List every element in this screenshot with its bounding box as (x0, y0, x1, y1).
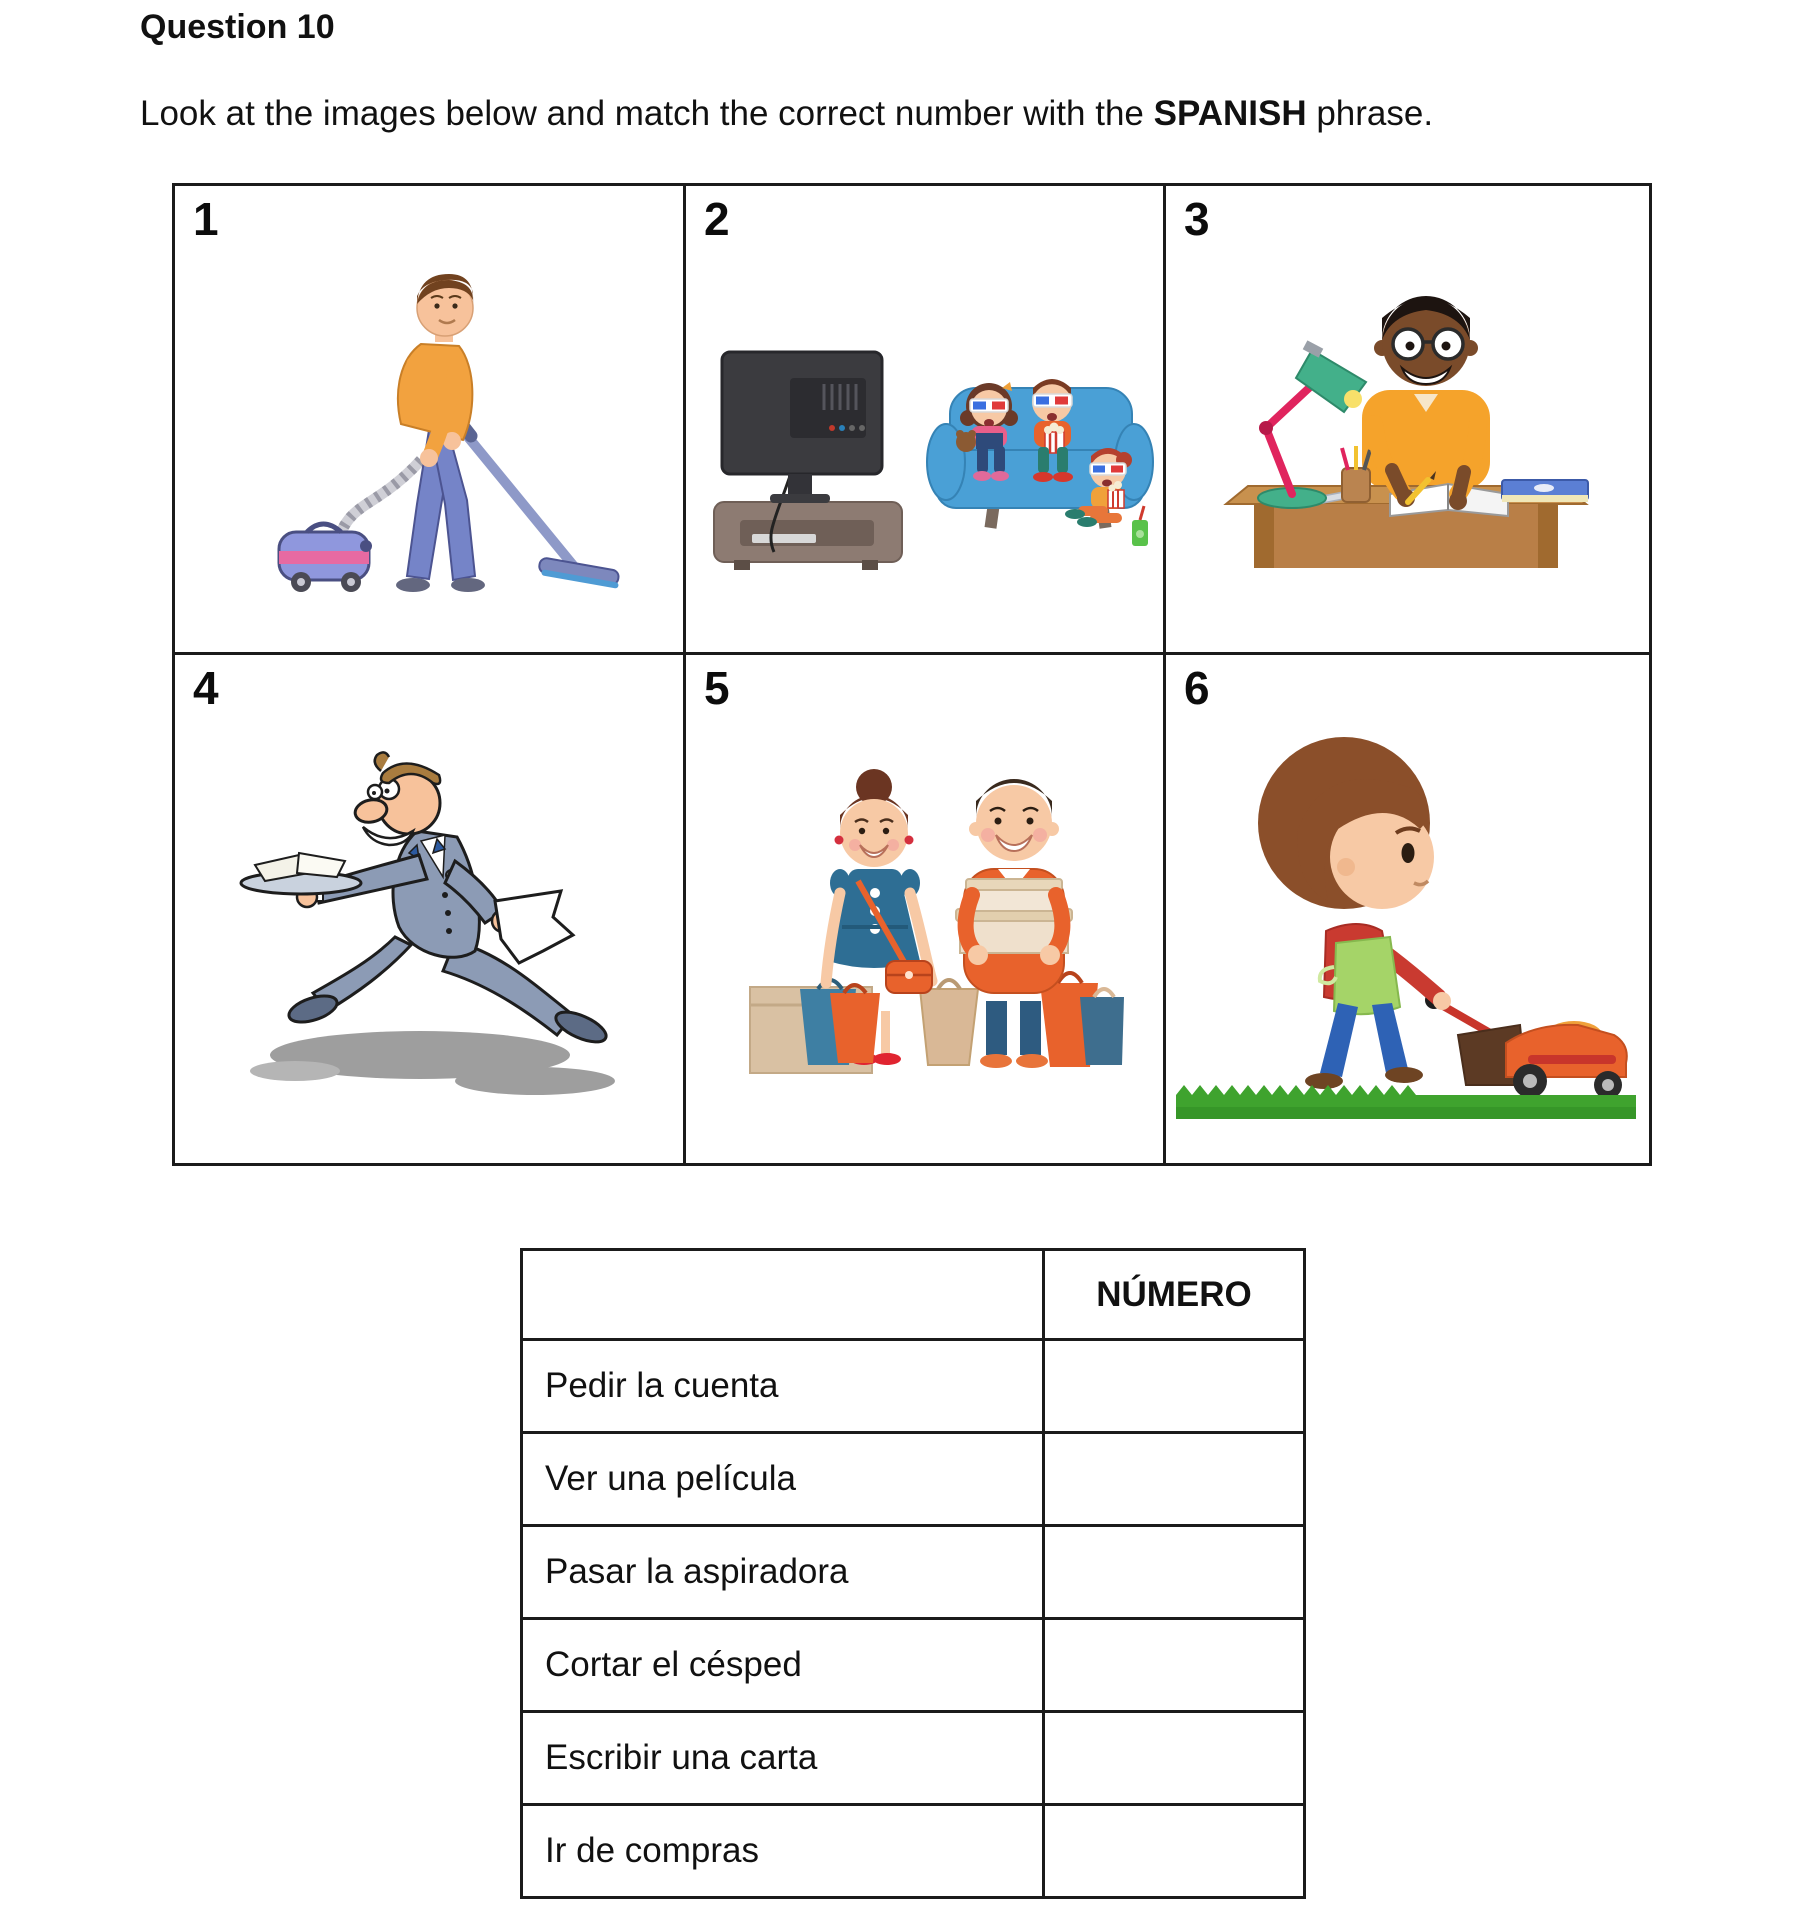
waiter-running-illustration (205, 725, 645, 1115)
cell-number-4: 4 (193, 662, 219, 714)
children-watching-movie-illustration (694, 294, 1158, 594)
grid-cell-1 (175, 186, 686, 655)
instruction-prefix: Look at the images below and match the correct number with the (140, 94, 1154, 133)
table-row (522, 1526, 1305, 1619)
match-table (520, 1248, 1306, 1899)
phrase-escribir-una-carta: Escribir una carta (522, 1712, 1044, 1805)
table-row (522, 1805, 1305, 1898)
image-grid (172, 183, 1652, 1166)
numero-answer-cell-3[interactable] (1044, 1526, 1305, 1619)
instruction-suffix: phrase. (1306, 94, 1434, 133)
phrase-ir-de-compras: Ir de compras (522, 1805, 1044, 1898)
grid-cell-5 (686, 655, 1166, 1163)
table-row (522, 1433, 1305, 1526)
numero-answer-cell-6[interactable] (1044, 1805, 1305, 1898)
cell-number-5: 5 (704, 662, 730, 714)
numero-answer-cell-5[interactable] (1044, 1712, 1305, 1805)
question-title: Question 10 (140, 8, 335, 46)
numero-answer-cell-4[interactable] (1044, 1619, 1305, 1712)
table-row (522, 1712, 1305, 1805)
man-vacuuming-illustration (223, 248, 643, 608)
phrase-ver-una-pelicula: Ver una película (522, 1433, 1044, 1526)
boy-mowing-lawn-illustration (1176, 705, 1636, 1135)
phrase-cortar-el-cesped: Cortar el césped (522, 1619, 1044, 1712)
boy-writing-at-desk-illustration (1196, 256, 1616, 596)
numero-answer-cell-2[interactable] (1044, 1433, 1305, 1526)
cell-number-1: 1 (193, 193, 219, 245)
numero-answer-cell-1[interactable] (1044, 1340, 1305, 1433)
instruction-text (140, 92, 1433, 136)
cell-number-6: 6 (1184, 662, 1210, 714)
grid-cell-3 (1166, 186, 1649, 655)
table-header-phrase-cell (522, 1250, 1044, 1340)
cell-number-2: 2 (704, 193, 730, 245)
grid-cell-4 (175, 655, 686, 1163)
table-row (522, 1619, 1305, 1712)
numero-column-header: NÚMERO (1044, 1250, 1305, 1340)
phrase-pasar-la-aspiradora: Pasar la aspiradora (522, 1526, 1044, 1619)
instruction-bold-word: SPANISH (1153, 94, 1307, 133)
couple-shopping-illustration (724, 721, 1124, 1111)
grid-cell-2 (686, 186, 1166, 655)
grid-cell-6 (1166, 655, 1649, 1163)
cell-number-3: 3 (1184, 193, 1210, 245)
phrase-pedir-la-cuenta: Pedir la cuenta (522, 1340, 1044, 1433)
table-header-row (522, 1250, 1305, 1340)
table-row (522, 1340, 1305, 1433)
